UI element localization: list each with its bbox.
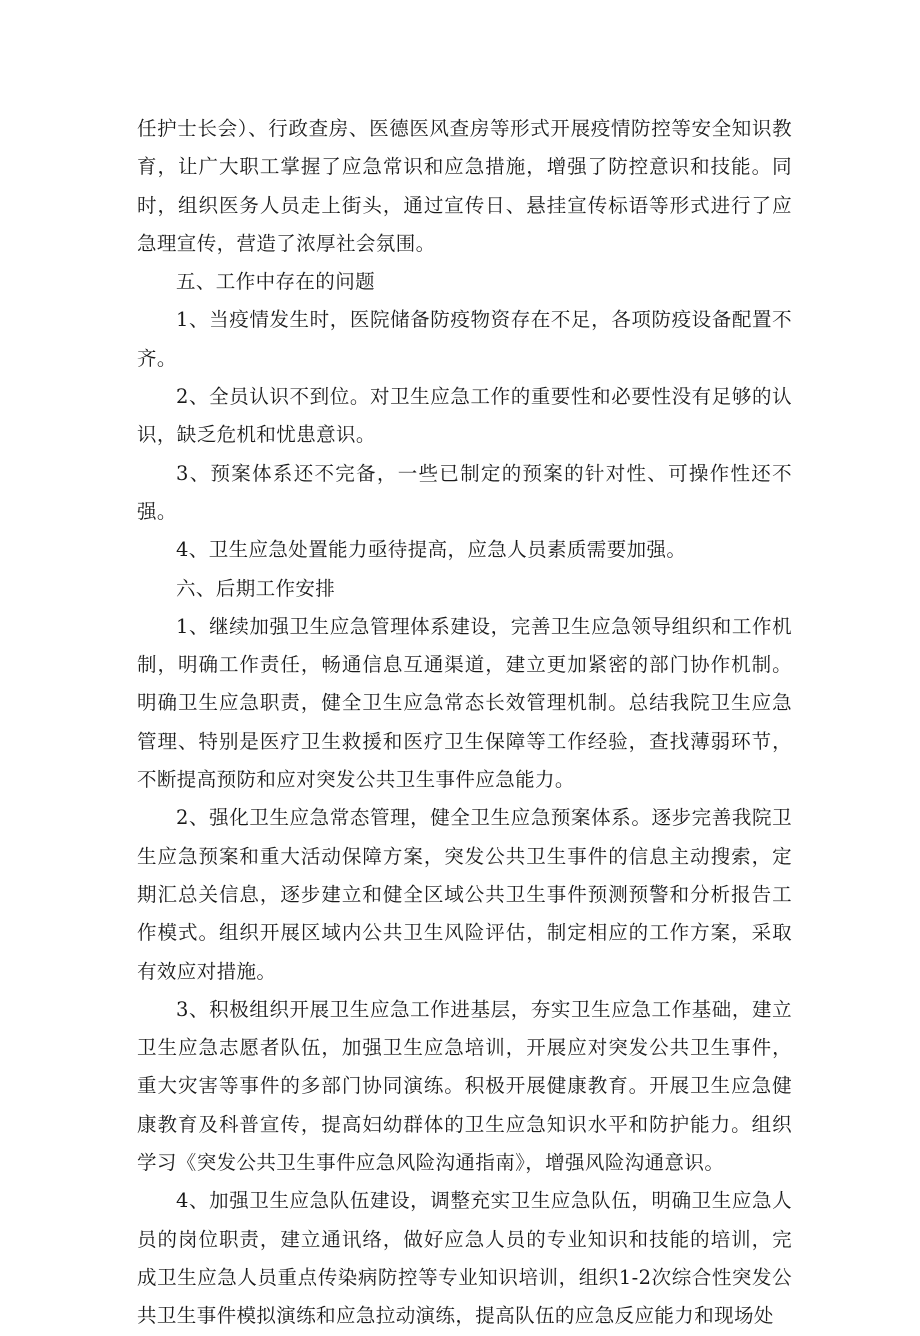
problem-item-4: 4、卫生应急处置能力亟待提高，应急人员素质需要加强。 — [176, 538, 687, 562]
section-heading-problems: 五、工作中存在的问题 — [176, 270, 376, 294]
document-body — [137, 110, 792, 1336]
plan-item-1: 1、继续加强卫生应急管理体系建设，完善卫生应急领导组织和工作机制，明确工作责任，畅通信息互通渠道，建立更加紧密的部门协作机制。明确卫生应急职责，健全卫生应急常态长效管理机制。总结我院卫生应急管理、特别是医疗卫生救援和医疗卫生保障等工作经验，查找薄弱环节，不断提高预防和应对突发公共卫生事件应急能力。 — [137, 614, 792, 792]
problem-item-2: 2、全员认识不到位。对卫生应急工作的重要性和必要性没有足够的认识，缺乏危机和忧患意识。 — [137, 385, 792, 447]
plan-item-3: 3、积极组织开展卫生应急工作进基层，夯实卫生应急工作基础，建立卫生应急志愿者队伍，加强卫生应急培训，开展应对突发公共卫生事件，重大灾害等事件的多部门协同演练。积极开展健康教育。开展卫生应急健康教育及科普宣传，提高妇幼群体的卫生应急知识水平和防护能力。组织学习《突发公共卫生事件应急风险沟通指南》，增强风险沟通意识。 — [137, 997, 792, 1175]
problem-item-3: 3、预案体系还不完备，一些已制定的预案的针对性、可操作性还不强。 — [137, 461, 792, 523]
problem-item-1: 1、当疫情发生时，医院储备防疫物资存在不足，各项防疫设备配置不齐。 — [137, 308, 792, 370]
section-heading-plans: 六、后期工作安排 — [176, 576, 336, 600]
plan-item-4: 4、加强卫生应急队伍建设，调整充实卫生应急队伍，明确卫生应急人员的岗位职责，建立通讯络，做好应急人员的专业知识和技能的培训，完成卫生应急人员重点传染病防控等专业知识培训，组织1-2次综合性突发公共卫生事件模拟演练和应急拉动演练，提高队伍的应急反应能力和现场处 — [137, 1189, 792, 1328]
paragraph-continuation: 任护士长会）、行政查房、医德医风查房等形式开展疫情防控等安全知识教育，让广大职工掌握了应急常识和应急措施，增强了防控意识和技能。同时，组织医务人员走上街头，通过宣传日、悬挂宣传标语等形式进行了应急理宣传，营造了浓厚社会氛围。 — [137, 117, 792, 255]
plan-item-2: 2、强化卫生应急常态管理，健全卫生应急预案体系。逐步完善我院卫生应急预案和重大活动保障方案，突发公共卫生事件的信息主动搜索，定期汇总关信息，逐步建立和健全区域公共卫生事件预测预警和分析报告工作模式。组织开展区域内公共卫生风险评估，制定相应的工作方案，采取有效应对措施。 — [137, 806, 792, 983]
